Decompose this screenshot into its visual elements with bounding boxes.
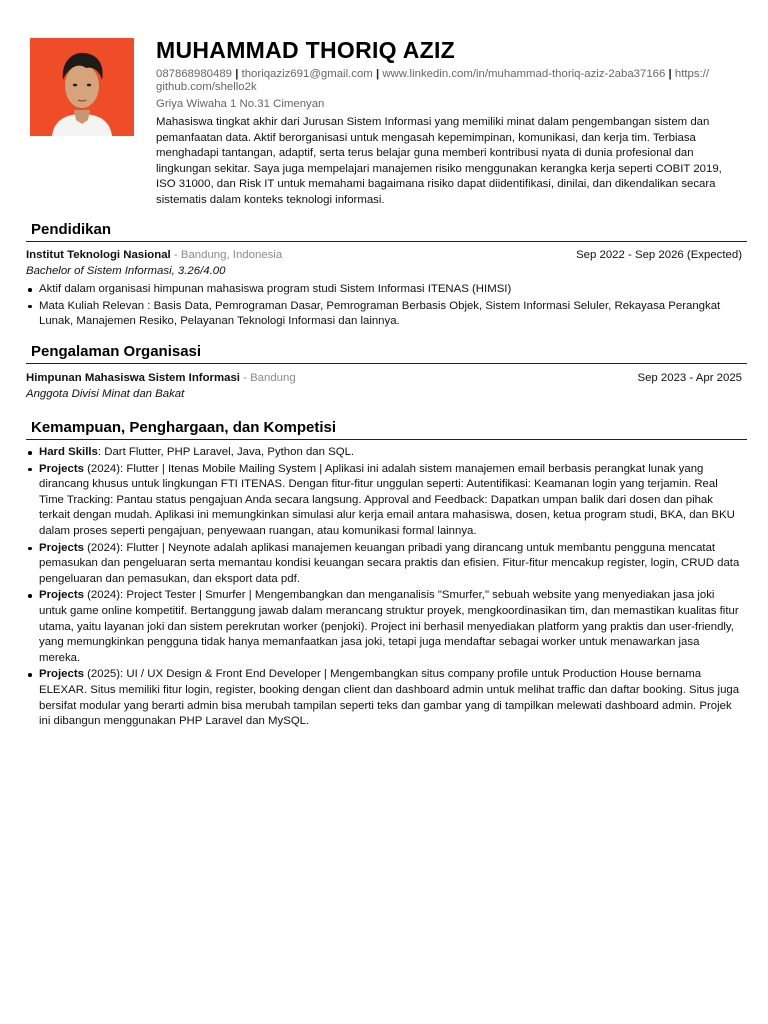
item-label: Hard Skills bbox=[39, 446, 98, 458]
bullet-icon bbox=[28, 288, 32, 292]
list-item bbox=[26, 462, 742, 540]
organization-location: - Bandung bbox=[239, 372, 296, 384]
candidate-name: MUHAMMAD THORIQ AZIZ bbox=[156, 37, 455, 63]
phone-number: 087868980489 bbox=[156, 68, 233, 80]
institution-name: Institut Teknologi Nasional bbox=[26, 249, 171, 261]
bullet-icon bbox=[28, 468, 32, 472]
resume-header bbox=[156, 36, 736, 209]
organization-header-row bbox=[26, 371, 742, 387]
degree-line: Bachelor of Sistem Informasi, 3.26/4.00 bbox=[26, 264, 226, 277]
contact-separator: | bbox=[668, 68, 672, 80]
education-section-title: Pendidikan bbox=[26, 220, 747, 242]
skills-section-title: Kemampuan, Penghargaan, dan Kompetisi bbox=[26, 418, 747, 440]
education-bullets bbox=[26, 282, 742, 331]
organization-entry bbox=[26, 371, 742, 402]
bullet-icon bbox=[28, 305, 32, 309]
item-label: Projects bbox=[39, 541, 84, 554]
item-text: (2025): UI / UX Design & Front End Developer | Mengembangkan situs company profile untuk Production House bernama ELEXAR. Situs memiliki fitur login, register, booking dengan client dan dashboard admin untuk melihat traffic dan daftar booking. Situs juga bersifat modular yang berarti admin bisa merubah tampilan seperti teks dan gambar yang di tampilkan melewati dashboard admin. Projek ini dibangun menggunakan PHP Laravel dan MySQL. bbox=[39, 668, 740, 728]
list-item bbox=[26, 588, 742, 666]
education-entry bbox=[26, 248, 742, 279]
education-dates: Sep 2022 - Sep 2026 (Expected) bbox=[576, 249, 742, 261]
bullet-text: Mata Kuliah Relevan : Basis Data, Pemrograman Dasar, Pemrograman Berbasis Objek, Sistem Informasi Seluler, Rekayasa Perangkat Lunak, Manajemen Resiko, Pelayanan Teknologi Informasi dan lainnya. bbox=[39, 299, 721, 328]
github-url-part-1[interactable]: https:// bbox=[674, 68, 710, 80]
item-text: (2024): Project Tester | Smurfer | Mengembangkan dan menganalisis "Smurfer," sebuah website yang menyediakan jasa joki untuk game online kompetitif. Bertanggung jawab dalam merancang struktur proyek, mengkoordinasikan tim, dan memastikan kualitas fitur utama, yaitu layanan joki dan sistem perekrutan worker (penjoki). Project ini berhasil menyediakan platform yang praktis dan user-friendly, yang memungkinkan pengguna tidak hanya memanfaatkan jasa joki, tetapi juga mendaftar sebagai worker untuk menawarkan jasa mereka. bbox=[39, 589, 739, 664]
item-label: Projects bbox=[39, 589, 84, 602]
portrait-illustration bbox=[30, 38, 134, 136]
organization-section-title: Pengalaman Organisasi bbox=[26, 342, 747, 364]
bullet-icon bbox=[28, 547, 32, 551]
bullet-icon bbox=[28, 594, 32, 598]
email-address[interactable]: thoriqaziz691@gmail.com bbox=[241, 68, 373, 80]
list-item bbox=[26, 282, 742, 298]
list-item bbox=[26, 445, 742, 461]
contact-separator: | bbox=[235, 68, 239, 80]
institution-line bbox=[26, 248, 282, 264]
profile-photo bbox=[30, 38, 134, 136]
contact-line bbox=[156, 68, 736, 94]
skills-bullets bbox=[26, 445, 742, 731]
bullet-icon bbox=[28, 451, 32, 455]
item-label: Projects bbox=[39, 668, 84, 681]
organization-role: Anggota Divisi Minat dan Bakat bbox=[26, 387, 185, 400]
institution-location: - Bandung, Indonesia bbox=[170, 249, 283, 261]
organization-dates: Sep 2023 - Apr 2025 bbox=[637, 372, 742, 384]
list-item bbox=[26, 541, 742, 588]
education-header-row bbox=[26, 248, 742, 264]
linkedin-url[interactable]: www.linkedin.com/in/muhammad-thoriq-aziz-2aba37166 bbox=[382, 68, 666, 80]
organization-name: Himpunan Mahasiswa Sistem Informasi bbox=[26, 372, 240, 384]
item-text: (2024): Flutter | Itenas Mobile Mailing System | Aplikasi ini adalah sistem manajemen email berbasis perangkat lunak yang dirancang khusus untuk lingkungan FTI ITENAS. Dengan fitur-fitur unggulan seperti: Autentifikasi: Keamanan login yang terjamin. Real Time Tracking: Pantau status pengajuan Anda secara langsung. Approval and Feedback: Dapatkan umpan balik dari dosen dan pihak terkait dengan mudah. Aplikasi ini memungkinkan simulasi alur kerja email antara mahasiswa, dosen, ketua program studi, BKA, dan BKU dalam proses seperti pengajuan, penyewaan ruangan, atau komunikasi formal lainnya. bbox=[39, 462, 735, 537]
item-text: (2024): Flutter | Neynote adalah aplikasi manajemen keuangan pribadi yang dirancang untuk membantu pengguna mencatat pemasukan dan pengeluaran serta memantau kondisi keuangan secara praktis dan efisien. Fitur-fitur mencakup register, login, CRUD data pengeluaran dan pemasukan, dan eksport data pdf. bbox=[39, 541, 740, 585]
github-url-part-2[interactable]: github.com/shello2k bbox=[156, 81, 257, 93]
item-label: Projects bbox=[39, 462, 84, 475]
bullet-text: Aktif dalam organisasi himpunan mahasiswa program studi Sistem Informasi ITENAS (HIMSI) bbox=[39, 283, 512, 295]
contact-separator: | bbox=[375, 68, 380, 80]
item-text: : Dart Flutter, PHP Laravel, Java, Python dan SQL. bbox=[97, 446, 355, 458]
organization-line bbox=[26, 371, 296, 387]
list-item bbox=[26, 667, 742, 729]
profile-summary: Mahasiswa tingkat akhir dari Jurusan Sistem Informasi yang memiliki minat dalam pengembangan sistem dan pemanfaatan data. Aktif berorganisasi untuk mengasah kepemimpinan, komunikasi, dan kerja tim. Terbiasa menghadapi tantangan, adaptif, serta terus belajar guna memberi kontribusi nyata di dunia profesional dan lingkungan sekitar. Saya juga mempelajari manajemen risiko menggunakan kerangka kerja seperti COBIT 2019, ISO 31000, dan Risk IT untuk memahami bagaimana risiko dapat diidentifikasi, dinilai, dan dikendalikan secara sistematis dalam konteks teknologi informasi. bbox=[156, 116, 722, 206]
list-item bbox=[26, 299, 742, 330]
bullet-icon bbox=[28, 673, 32, 677]
home-address: Griya Wiwaha 1 No.31 Cimenyan bbox=[156, 98, 325, 110]
